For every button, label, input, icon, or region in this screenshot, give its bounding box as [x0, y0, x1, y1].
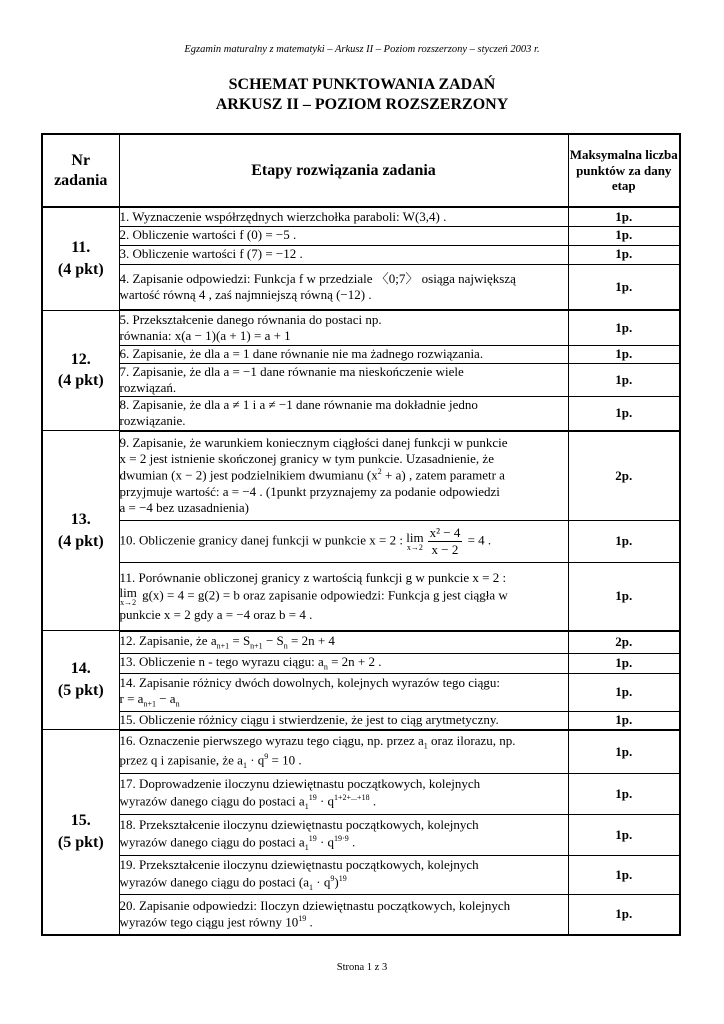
step-2: 2. Obliczenie wartości f (0) = −5 . — [119, 226, 568, 245]
document-subtitle: ARKUSZ II – POZIOM ROZSZERZONY — [215, 96, 509, 113]
step-2-points: 1p. — [568, 226, 680, 245]
step-12: 12. Zapisanie, że $a_{n+1} = S_{n+1} - S_n = 2n + 4$ — [119, 631, 568, 654]
step-20-points: 1p. — [568, 895, 680, 935]
step-1-points: 1p. — [568, 207, 680, 226]
task-points: (5 pkt) — [57, 833, 104, 851]
step-3: 3. Obliczenie wartości f (7) = −12 . — [119, 245, 568, 264]
limit-operator: lim x→2 — [406, 530, 424, 552]
scoring-table — [41, 133, 681, 936]
step-19: 19. Przekształcenie iloczynu dziewiętnastu początkowych, kolejnych wyrazów danego ciągu do postaci $(a_1 \cdot q^9)^{19}$ — [119, 856, 568, 895]
step-10: 10. Obliczenie granicy danej funkcji w punkcie x = 2 : lim x→2 $\frac{\text{x² − 4}}{x - 2}$ = 4 . — [119, 521, 568, 563]
step-7-points: 1p. — [568, 363, 680, 397]
task-number: 12. — [70, 350, 91, 368]
step-5: 5. Przekształcenie danego równania do postaci np. równania: x(a − 1)(a + 1) = a + 1 — [119, 310, 568, 345]
task-11-cell — [42, 207, 119, 310]
step-8-points: 1p. — [568, 397, 680, 431]
step-11: 11. Porównanie obliczonej granicy z wartością funkcji g w punkcie x = 2 : lim x→2 g(x) = 4 = g(2) = b oraz zapisanie odpowiedzi: Funkcja g jest ciągła w punkcie x = 2 gdy a = −4 oraz b = 4 . — [119, 563, 568, 631]
page-header: Egzamin maturalny z matematyki – Arkusz II – Poziom rozszerzony – styczeń 2003 r. — [184, 44, 540, 55]
header-stages: Etapy rozwiązania zadania — [119, 134, 568, 207]
step-15: 15. Obliczenie różnicy ciągu i stwierdzenie, że jest to ciąg arytmetyczny. — [119, 712, 568, 730]
step-16-points: 1p. — [568, 730, 680, 774]
step-18: 18. Przekształcenie iloczynu dziewiętnastu początkowych, kolejnych wyrazów danego ciągu do postaci $a_1^{19} \cdot q^{19\cdot 9}$ . — [119, 815, 568, 856]
step-6-points: 1p. — [568, 345, 680, 363]
step-5-points: 1p. — [568, 310, 680, 345]
task-13-cell — [42, 431, 119, 631]
step-17-points: 1p. — [568, 774, 680, 815]
task-points: (4 pkt) — [57, 260, 104, 278]
limit-operator: lim x→2 — [119, 584, 137, 607]
page-footer: Strona 1 z 3 — [336, 962, 388, 973]
step-4: 4. Zapisanie odpowiedzi: Funkcja f w przedziale 〈0;7〉 osiąga największą wartość równą 4 , zaś najmniejszą równą (−12) . — [119, 264, 568, 310]
step-7: 7. Zapisanie, że dla a = −1 dane równanie ma nieskończenie wiele rozwiązań. — [119, 363, 568, 397]
step-9-points: 2p. — [568, 431, 680, 521]
task-number: 14. — [70, 660, 91, 678]
step-9: 9. Zapisanie, że warunkiem koniecznym ciągłości danej funkcji w punkcie x = 2 jest istnienie skończonej granicy w tym punkcie. Uzasadnienie, że dwumian (x − 2) jest podzielnikiem dwumianu $(x^2 + a)$ , zatem parametr a przyjmuje wartość: a = −4 . (1punkt przyznajemy za podanie odpowiedzi a = −4 bez uzasadnienia) — [119, 431, 568, 521]
step-13: 13. Obliczenie n - tego wyrazu ciągu: $a_n = 2n + 2$ . — [119, 654, 568, 674]
step-1: 1. Wyznaczenie współrzędnych wierzchołka paraboli: W(3,4) . — [119, 207, 568, 226]
fraction: $\frac{\text{x² − 4}}{x - 2}$ — [429, 524, 461, 557]
task-points: (5 pkt) — [57, 682, 104, 699]
step-6: 6. Zapisanie, że dla a = 1 dane równanie nie ma żadnego rozwiązania. — [119, 345, 568, 363]
step-11-points: 1p. — [568, 563, 680, 631]
step-19-points: 1p. — [568, 856, 680, 895]
header-task-number: Nr zadania — [42, 134, 119, 207]
task-number: 11. — [71, 239, 91, 257]
task-points: (4 pkt) — [57, 532, 104, 550]
step-14: 14. Zapisanie różnicy dwóch dowolnych, kolejnych wyrazów tego ciągu: $r = a_{n+1} - a_n$ — [119, 674, 568, 712]
task-14-cell — [42, 631, 119, 730]
step-12-points: 2p. — [568, 631, 680, 654]
step-10-points: 1p. — [568, 521, 680, 563]
task-number: 13. — [70, 510, 91, 528]
step-15-points: 1p. — [568, 712, 680, 730]
document-title: SCHEMAT PUNKTOWANIA ZADAŃ — [228, 76, 496, 93]
task-15-cell — [42, 730, 119, 935]
header-max-points: Maksymalna liczba punktów za dany etap — [568, 134, 680, 207]
task-12-cell — [42, 310, 119, 431]
step-17: 17. Doprowadzenie iloczynu dziewiętnastu początkowych, kolejnych wyrazów danego ciągu do postaci $a_1^{19} \cdot q^{1+2+...+18}$ . — [119, 774, 568, 815]
task-number: 15. — [70, 812, 91, 830]
step-8: 8. Zapisanie, że dla a ≠ 1 i a ≠ −1 dane równanie ma dokładnie jedno rozwiązanie. — [119, 397, 568, 431]
step-3-points: 1p. — [568, 245, 680, 264]
step-16: 16. Oznaczenie pierwszego wyrazu tego ciągu, np. przez $a_1$ oraz ilorazu, np. przez q i zapisanie, że $a_1 \cdot q^9 = 10$ . — [119, 730, 568, 774]
step-18-points: 1p. — [568, 815, 680, 856]
step-14-points: 1p. — [568, 674, 680, 712]
task-points: (4 pkt) — [57, 372, 104, 390]
step-4-points: 1p. — [568, 264, 680, 310]
step-13-points: 1p. — [568, 654, 680, 674]
step-20: 20. Zapisanie odpowiedzi: Iloczyn dziewiętnastu początkowych, kolejnych wyrazów tego ciągu jest równy $10^{19}$ . — [119, 895, 568, 935]
